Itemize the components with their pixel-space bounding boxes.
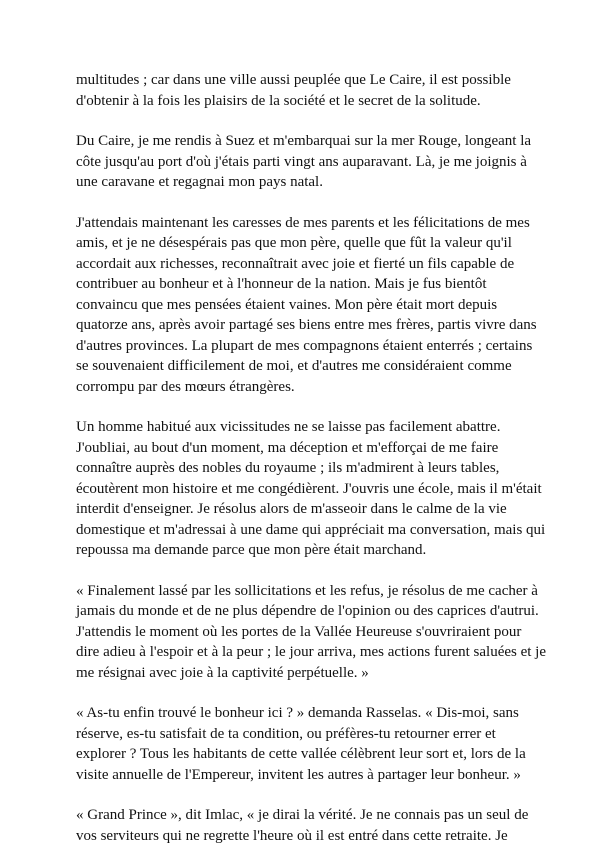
paragraph: « Finalement lassé par les sollicitations et les refus, je résolus de me cacher à jamais du monde et de ne plus dépendre de l'opinion ou des caprices d'autrui. J'attendis le moment où les portes de la Vallée Heureuse s'ouvriraient pour dire adieu à l'espoir et à la peur ; le jour arriva, mes actions furent saluées et je me résignai avec joie à la captivité perpétuelle. » xyxy=(76,582,547,681)
paragraph: Un homme habitué aux vicissitudes ne se laisse pas facilement abattre. J'oubliai, au bout d'un moment, ma déception et m'efforçai de me faire connaître auprès des nobles du royaume ; ils m'admirent à leurs tables, écoutèrent mon histoire et me congédièrent. J'ouvris une école, mais il m'était interdit d'enseigner. Je résolus alors de m'asseoir dans le calme de la vie domestique et m'adressai à une dame qui appréciait ma conversation, mais qui repoussa ma demande parce que mon père était marchand. xyxy=(76,419,546,558)
paragraph: « As-tu enfin trouvé le bonheur ici ? » demanda Rasselas. « Dis-moi, sans réserve, es-tu satisfait de ta condition, ou préfères-tu retourner errer et explorer ? Tous les habitants de cette vallée célèbrent leur sort et, lors de la visite annuelle de l'Empereur, invitent les autres à partager leur bonheur. » xyxy=(76,705,526,783)
paragraph: J'attendais maintenant les caresses de mes parents et les félicitations de mes amis, et je ne désespérais pas que mon père, quelle que fût la valeur qu'il accordait aux richesses, reconnaîtrait avec joie et fierté un fils capable de contribuer au bonheur et à l'honneur de la nation. Mais je fus bientôt convaincu que mes pensées étaient vaines. Mon père était mort depuis quatorze ans, après avoir partagé ses biens entre mes frères, partis vivre dans d'autres provinces. La plupart de mes compagnons étaient enterrés ; certains se souvenaient difficilement de moi, et d'autres me considéraient comme corrompu par des mœurs étrangères. xyxy=(76,214,537,395)
document-page xyxy=(76,70,546,866)
paragraph: Du Caire, je me rendis à Suez et m'embarquai sur la mer Rouge, longeant la côte jusqu'au port d'où j'étais parti vingt ans auparavant. Là, je me joignis à une caravane et regagnai mon pays natal. xyxy=(76,133,532,190)
paragraph: « Grand Prince », dit Imlac, « je dirai la vérité. Je ne connais pas un seul de vos serviteurs qui ne regrette l'heure où il est entré dans cette retraite. Je xyxy=(76,807,529,844)
paragraph: multitudes ; car dans une ville aussi peuplée que Le Caire, il est possible d'obtenir à la fois les plaisirs de la société et le secret de la solitude. xyxy=(76,72,511,109)
